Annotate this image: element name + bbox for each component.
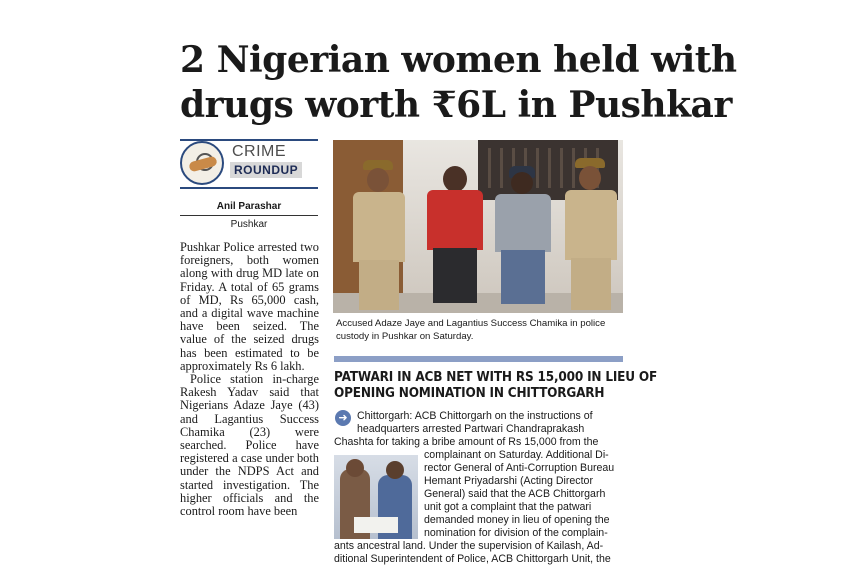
headline-line-2: drugs worth ₹6L in Pushkar (180, 84, 732, 126)
story2-headline-line-2: OPENING NOMINATION IN CHITTORGARH (334, 386, 605, 401)
story2-headline (334, 370, 658, 402)
headline (180, 38, 737, 128)
story2-line: Chittorgarh: ACB Chittorgarh on the instructions of (357, 410, 593, 422)
story-body (180, 241, 319, 518)
story2-headline-line-1: PATWARI IN ACB NET WITH RS 15,000 IN LIEU OF (334, 370, 658, 385)
arrow-right-icon: ➜ (335, 410, 351, 426)
section-rule (334, 356, 623, 362)
badge-label-crime: CRIME (232, 143, 287, 160)
headline-line-1: 2 Nigerian women held with (180, 39, 737, 81)
news-photo (333, 140, 623, 313)
byline (180, 200, 318, 231)
story2-line: Hemant Priyadarshi (Acting Director (424, 475, 593, 487)
byline-author: Anil Parashar (180, 200, 318, 216)
story2-line: Chashta for taking a bribe amount of Rs 15,000 from the (334, 436, 599, 448)
story2-line: ditional Superintendent of Police, ACB Chittorgarh Unit, the (334, 553, 611, 565)
photo-caption (336, 317, 622, 343)
caption-line-2: custody in Pushkar on Saturday. (336, 331, 474, 342)
story2-line: ants ancestral land. Under the supervision of Kailash, Ad- (334, 540, 604, 552)
story2-line: rector General of Anti-Corruption Bureau (424, 462, 615, 474)
caption-line-1: Accused Adaze Jaye and Lagantius Success Chamika in police (336, 318, 606, 329)
story2-line: complainant on Saturday. Additional Di- (424, 449, 609, 461)
crime-roundup-badge (180, 139, 318, 189)
story2-line: headquarters arrested Partwari Chandraprakash (357, 423, 585, 435)
story2-line: unit got a complaint that the patwari (424, 501, 592, 513)
byline-location: Pushkar (230, 219, 268, 230)
story2-line: General) said that the ACB Chittorgarh (424, 488, 606, 500)
handcuffs-icon (180, 141, 224, 185)
badge-label-roundup: ROUNDUP (230, 162, 302, 178)
story2-line: nomination for division of the complain- (424, 527, 608, 539)
inset-photo (334, 455, 418, 539)
story2-line: demanded money in lieu of opening the (424, 514, 610, 526)
story-paragraph: Police station in-charge Rakesh Yadav said that Nigerians Adaze Jaye (43) and Lagantius Success Chamika (23) were searched. Police have registered a case under both under the NDPS Act and started investigation. The higher officials and the control room have been (180, 372, 319, 519)
story-paragraph: Pushkar Police arrested two foreigners, both women along with drug MD late on Friday. A total of 65 grams of MD, Rs 65,000 cash, and a digital wave machine have been seized. The value of the seized drugs has been estimated to be approximately Rs 6 lakh. (180, 240, 319, 373)
